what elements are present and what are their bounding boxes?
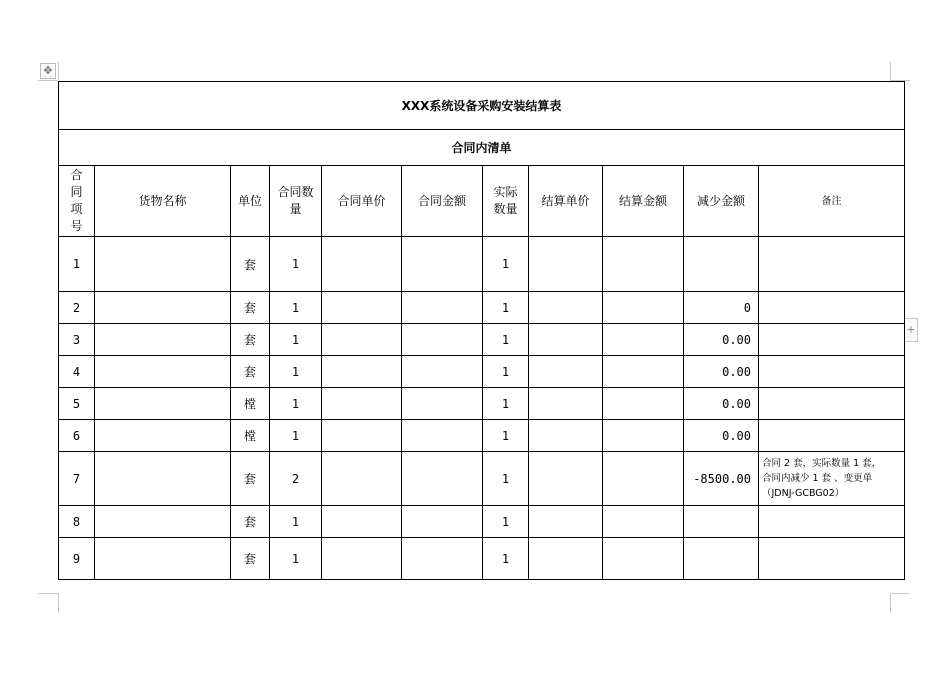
unit-cell[interactable]: 套	[231, 506, 270, 538]
settle-amount-cell[interactable]	[603, 237, 684, 292]
reduce-amount-cell[interactable]: 0.00	[684, 420, 759, 452]
contract-qty-cell[interactable]: 1	[270, 356, 322, 388]
settle-amount-cell[interactable]	[603, 538, 684, 580]
unit-cell[interactable]: 套	[231, 356, 270, 388]
table-row	[59, 356, 905, 388]
unit-cell[interactable]: 套	[231, 292, 270, 324]
table-row	[59, 292, 905, 324]
remark-cell[interactable]	[759, 324, 905, 356]
contract-price-cell[interactable]	[322, 356, 402, 388]
table-row	[59, 538, 905, 580]
contract-price-cell[interactable]	[322, 237, 402, 292]
contract-qty-cell[interactable]: 1	[270, 324, 322, 356]
table-move-handle[interactable]	[40, 63, 56, 79]
actual-qty-cell[interactable]: 1	[483, 538, 529, 580]
contract-price-cell[interactable]	[322, 452, 402, 506]
actual-qty-cell[interactable]: 1	[483, 324, 529, 356]
reduce-amount-cell[interactable]	[684, 506, 759, 538]
header-unit: 单位	[231, 166, 270, 237]
header-settle-amount: 结算金额	[603, 166, 684, 237]
unit-cell[interactable]: 套	[231, 538, 270, 580]
contract-amount-cell[interactable]	[402, 237, 483, 292]
crop-mark-bottom-left-v	[58, 593, 59, 613]
contract-amount-cell[interactable]	[402, 452, 483, 506]
table-row	[59, 452, 905, 506]
item-no-cell[interactable]: 3	[59, 324, 95, 356]
contract-price-cell[interactable]	[322, 506, 402, 538]
contract-price-cell[interactable]	[322, 388, 402, 420]
crop-mark-bottom-right-v	[890, 593, 891, 613]
move-arrows-icon: ✥	[43, 64, 53, 77]
contract-amount-cell[interactable]	[402, 538, 483, 580]
settlement-table	[58, 81, 905, 580]
remark-cell[interactable]	[759, 420, 905, 452]
table-row	[59, 388, 905, 420]
item-no-cell[interactable]: 8	[59, 506, 95, 538]
item-no-cell[interactable]: 7	[59, 452, 95, 506]
remark-line: 合同 2 套，实际数量 1 套，	[762, 458, 882, 469]
settle-price-cell[interactable]	[529, 538, 603, 580]
remark-line: （JDNJ-GCBG02）	[762, 488, 845, 499]
name-cell[interactable]	[95, 538, 231, 580]
settle-amount-cell[interactable]	[603, 292, 684, 324]
reduce-amount-cell[interactable]: -8500.00	[684, 452, 759, 506]
crop-mark-bottom-right-h	[890, 593, 910, 594]
actual-qty-cell[interactable]: 1	[483, 237, 529, 292]
contract-qty-cell[interactable]: 2	[270, 452, 322, 506]
settle-amount-cell[interactable]	[603, 452, 684, 506]
item-no-cell[interactable]: 1	[59, 237, 95, 292]
contract-amount-cell[interactable]	[402, 388, 483, 420]
settle-price-cell[interactable]	[529, 356, 603, 388]
remark-cell[interactable]	[759, 506, 905, 538]
settle-amount-cell[interactable]	[603, 388, 684, 420]
contract-price-cell[interactable]	[322, 292, 402, 324]
settle-amount-cell[interactable]	[603, 506, 684, 538]
reduce-amount-cell[interactable]: 0	[684, 292, 759, 324]
name-cell[interactable]	[95, 292, 231, 324]
header-actual-qty: 实际 数量	[483, 166, 529, 237]
item-no-cell[interactable]: 2	[59, 292, 95, 324]
contract-amount-cell[interactable]	[402, 506, 483, 538]
contract-qty-cell[interactable]: 1	[270, 237, 322, 292]
settle-price-cell[interactable]	[529, 420, 603, 452]
header-settle-price: 结算单价	[529, 166, 603, 237]
header-name: 货物名称	[95, 166, 231, 237]
settle-price-cell[interactable]	[529, 452, 603, 506]
table-title: XXX系统设备采购安装结算表	[59, 82, 905, 130]
name-cell[interactable]	[95, 506, 231, 538]
actual-qty-cell[interactable]: 1	[483, 292, 529, 324]
reduce-amount-cell[interactable]: 0.00	[684, 324, 759, 356]
item-no-cell[interactable]: 5	[59, 388, 95, 420]
unit-cell[interactable]: 樘	[231, 420, 270, 452]
settle-price-cell[interactable]	[529, 324, 603, 356]
actual-qty-cell[interactable]: 1	[483, 388, 529, 420]
item-no-cell[interactable]: 9	[59, 538, 95, 580]
header-reduce-amount: 减少金额	[684, 166, 759, 237]
table-row	[59, 420, 905, 452]
name-cell[interactable]	[95, 237, 231, 292]
settle-amount-cell[interactable]	[603, 356, 684, 388]
actual-qty-cell[interactable]: 1	[483, 420, 529, 452]
contract-amount-cell[interactable]	[402, 324, 483, 356]
header-contract-qty: 合同数 量	[270, 166, 322, 237]
header-item-no: 合 同 项 号	[59, 166, 95, 237]
item-no-cell[interactable]: 6	[59, 420, 95, 452]
actual-qty-cell[interactable]: 1	[483, 356, 529, 388]
contract-price-cell[interactable]	[322, 420, 402, 452]
unit-cell[interactable]: 套	[231, 452, 270, 506]
remark-cell[interactable]	[759, 388, 905, 420]
contract-qty-cell[interactable]: 1	[270, 420, 322, 452]
header-contract-price: 合同单价	[322, 166, 402, 237]
remark-cell[interactable]	[759, 356, 905, 388]
remark-cell[interactable]	[759, 237, 905, 292]
reduce-amount-cell[interactable]: 0.00	[684, 356, 759, 388]
name-cell[interactable]	[95, 356, 231, 388]
settle-amount-cell[interactable]	[603, 324, 684, 356]
item-no-cell[interactable]: 4	[59, 356, 95, 388]
contract-amount-cell[interactable]	[402, 420, 483, 452]
actual-qty-cell[interactable]: 1	[483, 506, 529, 538]
header-row	[59, 166, 905, 237]
remark-cell[interactable]	[759, 538, 905, 580]
unit-cell[interactable]: 樘	[231, 388, 270, 420]
reduce-amount-cell[interactable]: 0.00	[684, 388, 759, 420]
contract-price-cell[interactable]	[322, 538, 402, 580]
plus-icon: +	[906, 323, 916, 336]
contract-qty-cell[interactable]: 1	[270, 538, 322, 580]
name-cell[interactable]	[95, 452, 231, 506]
add-column-handle[interactable]	[904, 318, 918, 342]
contract-price-cell[interactable]	[322, 324, 402, 356]
contract-qty-cell[interactable]: 1	[270, 388, 322, 420]
contract-amount-cell[interactable]	[402, 356, 483, 388]
reduce-amount-cell[interactable]	[684, 538, 759, 580]
crop-mark-top-left-h	[38, 80, 58, 81]
settle-amount-cell[interactable]	[603, 420, 684, 452]
remark-line: 合同内减少 1 套 、变更单	[762, 473, 873, 484]
header-contract-amount: 合同金额	[402, 166, 483, 237]
table-row	[59, 237, 905, 292]
settle-price-cell[interactable]	[529, 506, 603, 538]
contract-amount-cell[interactable]	[402, 292, 483, 324]
header-remark: 备注	[759, 166, 905, 237]
contract-qty-cell[interactable]: 1	[270, 506, 322, 538]
name-cell[interactable]	[95, 420, 231, 452]
actual-qty-cell[interactable]: 1	[483, 452, 529, 506]
name-cell[interactable]	[95, 388, 231, 420]
settle-price-cell[interactable]	[529, 237, 603, 292]
table-subtitle: 合同内清单	[59, 130, 905, 166]
contract-qty-cell[interactable]: 1	[270, 292, 322, 324]
crop-mark-top-left-v	[58, 62, 59, 80]
settle-price-cell[interactable]	[529, 292, 603, 324]
crop-mark-top-right-v	[890, 62, 891, 80]
crop-mark-bottom-left-h	[38, 593, 58, 594]
table-row	[59, 506, 905, 538]
remark-cell[interactable]	[759, 292, 905, 324]
settle-price-cell[interactable]	[529, 388, 603, 420]
table-row	[59, 324, 905, 356]
name-cell[interactable]	[95, 324, 231, 356]
unit-cell[interactable]: 套	[231, 237, 270, 292]
reduce-amount-cell[interactable]	[684, 237, 759, 292]
remark-cell[interactable]	[759, 452, 905, 506]
unit-cell[interactable]: 套	[231, 324, 270, 356]
